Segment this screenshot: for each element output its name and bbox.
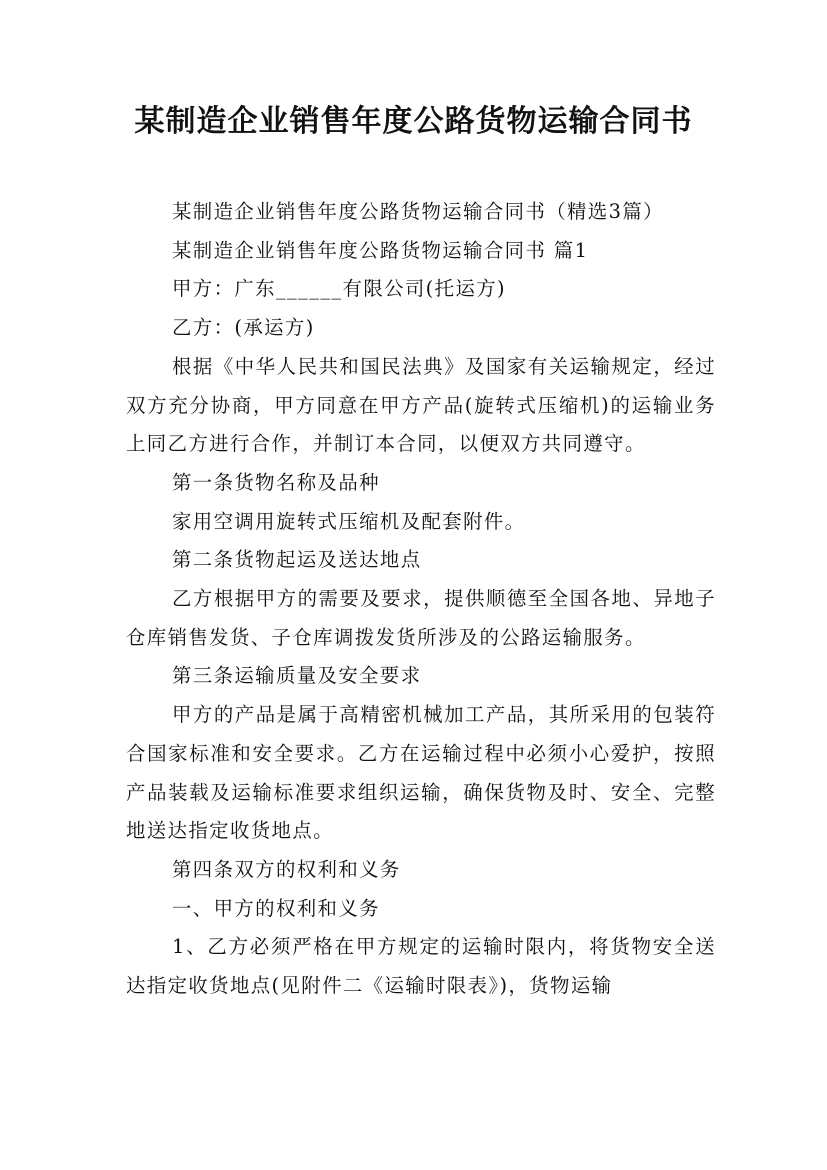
paragraph-subtitle: 某制造企业销售年度公路货物运输合同书（精选3篇） (172, 200, 664, 223)
paragraph-preamble: 根据《中华人民共和国民法典》及国家有关运输规定，经过双方充分协商，甲方同意在甲方产品(旋转式压缩机)的运输业务上同乙方进行合作，并制订本合同，以便双方共同遵守。 (126, 354, 716, 456)
document-title: 某制造企业销售年度公路货物运输合同书 (134, 104, 693, 139)
article-1-text: 家用空调用旋转式压缩机及配套附件。 (172, 509, 526, 533)
article-4-item-1: 1、乙方必须严格在甲方规定的运输时限内，将货物安全送达指定收货地点(见附件二《运输时限表》)，货物运输 (126, 935, 716, 998)
article-1-heading: 第一条货物名称及品种 (172, 470, 380, 494)
article-3-heading: 第三条运输质量及安全要求 (172, 664, 422, 688)
article-4-section-1-heading: 一、甲方的权利和义务 (172, 896, 380, 920)
article-3-text: 甲方的产品是属于高精密机械加工产品，其所采用的包装符合国家标准和安全要求。乙方在运输过程中必须小心爱护，按照产品装载及运输标准要求组织运输，确保货物及时、安全、完整地送达指定收货地点。 (126, 703, 716, 843)
paragraph-part-heading: 某制造企业销售年度公路货物运输合同书 篇1 (172, 238, 589, 262)
paragraph-party-b: 乙方：(承运方) (172, 316, 315, 340)
paragraph-party-a: 甲方：广东______有限公司(托运方) (172, 277, 506, 301)
article-4-heading: 第四条双方的权利和义务 (172, 857, 401, 881)
article-2-heading: 第二条货物起运及送达地点 (172, 548, 422, 572)
article-2-text: 乙方根据甲方的需要及要求，提供顺德至全国各地、异地子仓库销售发货、子仓库调拨发货所涉及的公路运输服务。 (126, 587, 716, 649)
document-body (126, 193, 716, 1006)
